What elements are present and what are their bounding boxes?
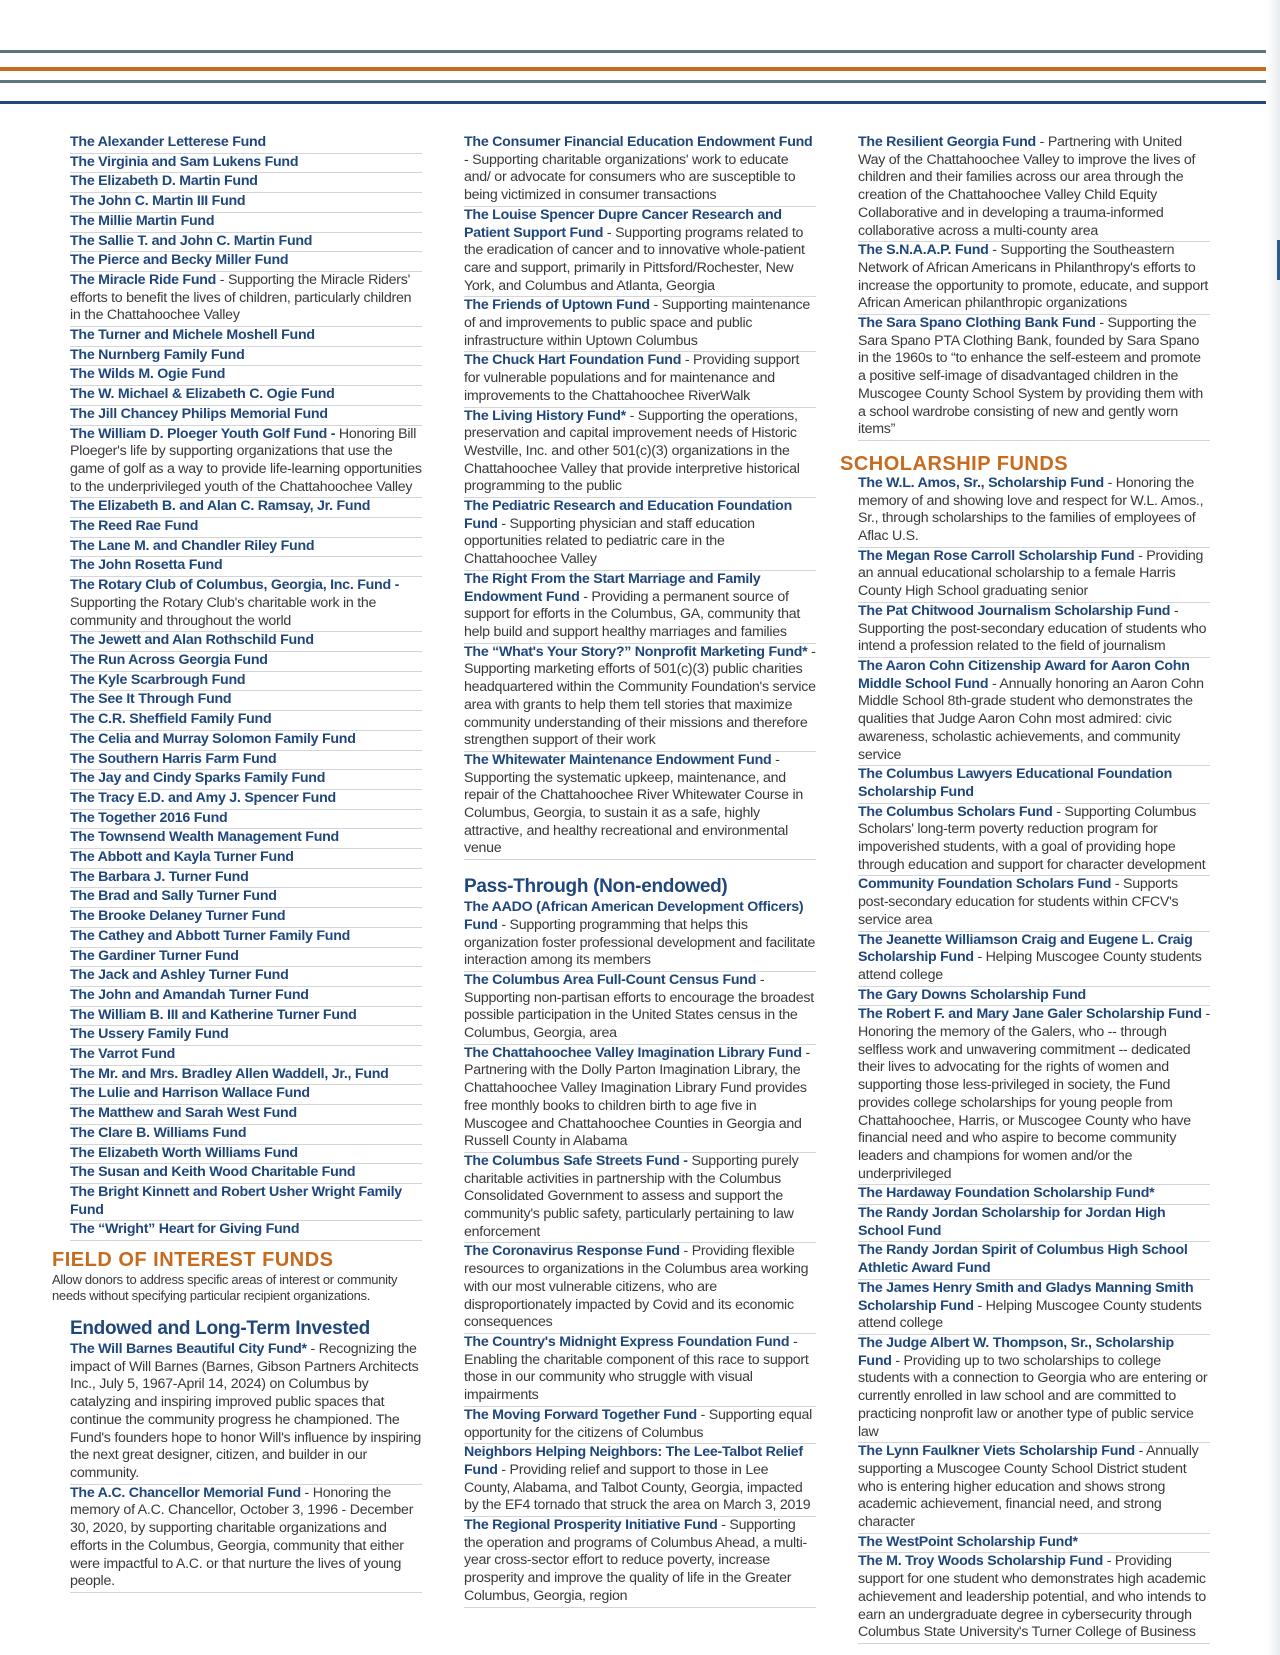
- fund-name: The John C. Martin III Fund: [70, 193, 246, 210]
- fund-description: - Supporting equal opportunity for the citizens of Columbus: [464, 1406, 813, 1441]
- fund-entry: [70, 1085, 422, 1105]
- fund-name: The Coronavirus Response Fund: [464, 1243, 680, 1260]
- fund-description: - Helping Muscogee County students attend college: [858, 1297, 1202, 1332]
- fund-name: The Lynn Faulkner Viets Scholarship Fund: [858, 1443, 1135, 1460]
- fund-description: - Recognizing the impact of Will Barnes (Barnes, Gibson Partners Architects Inc., July 5, 1967-April 14, 2024) on Columbus by catalyzing and inspiring improved public spaces that continue the community progress he championed. The Fund's founders hope to honor Will's influence by inspiring the next great designer, citizen, and builder in our community.: [70, 1341, 422, 1481]
- fund-name: The Bright Kinnett and Robert Usher Wright Family Fund: [70, 1183, 402, 1218]
- fund-name: The “Wright” Heart for Giving Fund: [70, 1221, 300, 1238]
- fund-entry: [858, 1205, 1210, 1242]
- fund-description: - Partnering with United Way of the Chattahoochee Valley to improve the lives of children and their families across our area through the creation of the Chattahoochee Valley Child Equity Collaborative and in developing a trauma-informed collaborative across a multi-county area: [858, 134, 1196, 239]
- fund-name: The John Rosetta Fund: [70, 557, 223, 574]
- fund-entry: [70, 948, 422, 968]
- fund-entry: [858, 1553, 1210, 1644]
- fund-description: Supporting the Rotary Club's charitable work in the community and throughout the world: [70, 594, 377, 629]
- fund-entry: [858, 475, 1210, 548]
- fund-entry: [70, 1046, 422, 1066]
- fund-entry: [70, 711, 422, 731]
- fund-entry: [70, 366, 422, 386]
- fund-entry: [464, 134, 816, 207]
- fund-entry: [858, 876, 1210, 931]
- endowed-heading: Endowed and Long-Term Invested: [70, 1318, 370, 1340]
- fund-name: The Randy Jordan Scholarship for Jordan High School Fund: [858, 1205, 1166, 1239]
- fund-entry: [70, 751, 422, 771]
- fund-entry: [70, 829, 422, 849]
- fund-entry: [464, 644, 816, 752]
- fund-name: The Friends of Uptown Fund: [464, 297, 650, 314]
- fund-description: - Supporting non-partisan efforts to encourage the broadest possible participation in the United States census in the Columbus, Georgia, area: [464, 971, 814, 1042]
- fund-entry: [464, 1243, 816, 1334]
- fund-entry: [858, 1242, 1210, 1279]
- fund-entry: [70, 790, 422, 810]
- fund-name: The Judge Albert W. Thompson, Sr., Scholarship Fund: [858, 1335, 1174, 1369]
- fund-entry: [464, 1517, 816, 1608]
- fund-entry: [70, 193, 422, 213]
- fund-entry: [70, 1007, 422, 1027]
- fund-name: The James Henry Smith and Gladys Manning Smith Scholarship Fund: [858, 1279, 1194, 1314]
- fund-name: The Hardaway Foundation Scholarship Fund*: [858, 1185, 1155, 1202]
- fund-entry: [70, 327, 422, 347]
- field-of-interest-description: Allow donors to address specific areas of interest or community needs without specifying particular recipient organizations.: [52, 1272, 398, 1304]
- fund-name: The Miracle Ride Fund: [70, 271, 217, 288]
- fund-name: The Celia and Murray Solomon Family Fund: [70, 730, 356, 747]
- fund-entry: [70, 538, 422, 558]
- fund-name: The Pierce and Becky Miller Fund: [70, 252, 289, 269]
- fund-name: The See It Through Fund: [70, 691, 232, 708]
- fund-name: The AADO (African American Development Officers) Fund: [464, 899, 804, 933]
- fund-entry: [70, 632, 422, 652]
- fund-entry: [464, 1153, 816, 1244]
- fund-name: The Jack and Ashley Turner Fund: [70, 967, 289, 984]
- fund-entry: [464, 1407, 816, 1444]
- fund-name: The William B. III and Katherine Turner Fund: [70, 1006, 357, 1023]
- fund-description: - Supporting physician and staff education opportunities related to pediatric care in the Chattahoochee Valley: [464, 515, 755, 568]
- fund-description: - Supporting Columbus Scholars' long-term poverty reduction program for impoverished students, with a goal of providing hope through education and support for character development: [858, 803, 1206, 873]
- fund-entry: [70, 731, 422, 751]
- fund-name: The Clare B. Williams Fund: [70, 1124, 247, 1141]
- fund-entry: [70, 770, 422, 790]
- fund-entry: [464, 571, 816, 644]
- fund-description: - Providing support for vulnerable populations and for maintenance and improvements to the Chattahoochee RiverWalk: [464, 352, 800, 404]
- fund-name: The Louise Spencer Dupre Cancer Research and Patient Support Fund: [464, 206, 782, 241]
- fund-entry: [70, 347, 422, 367]
- fund-description: - Honoring the memory of and showing love and respect for W.L. Amos., Sr., through scholarships to the families of employees of Aflac U.S.: [858, 474, 1204, 545]
- fund-name: The Wilds M. Ogie Fund: [70, 366, 226, 383]
- fund-name: The WestPoint Scholarship Fund*: [858, 1533, 1078, 1550]
- fund-entry: [464, 899, 816, 972]
- fund-description: Supporting purely charitable activities in partnership with the Columbus Consolidated Government to assess and support the community's public safety, particularly pertaining to law enforcement: [464, 1152, 799, 1240]
- fund-entry: [70, 1125, 422, 1145]
- fund-name: The Columbus Safe Streets Fund -: [464, 1152, 688, 1169]
- fund-entry: [70, 869, 422, 889]
- column-3: [840, 134, 1211, 1644]
- fund-name: The Ussery Family Fund: [70, 1026, 229, 1043]
- fund-description: - Supporting the operation and programs of Columbus Ahead, a multi-year cross-sector effort to reduce poverty, increase prosperity and improve the quality of life in the Greater Columbus, Georgia, region: [464, 1517, 807, 1604]
- fund-name: The Sallie T. and John C. Martin Fund: [70, 232, 313, 249]
- fund-entry: [70, 173, 422, 193]
- stripe-orange: [0, 67, 1280, 71]
- fund-name: Community Foundation Scholars Fund: [858, 876, 1112, 893]
- fund-entry: [70, 252, 422, 272]
- fund-entry: [858, 1185, 1210, 1205]
- fund-entry: [70, 849, 422, 869]
- fund-entry: [70, 810, 422, 830]
- fund-name: The Run Across Georgia Fund: [70, 651, 268, 668]
- fund-entry: [70, 987, 422, 1007]
- fund-entry: [858, 315, 1210, 441]
- fund-description: - Providing a permanent source of support for efforts in the Columbus, GA, community that help build and support healthy marriages and families: [464, 588, 801, 640]
- fund-name: The Chuck Hart Foundation Fund: [464, 352, 682, 369]
- fund-entry: [70, 577, 422, 632]
- fund-description: - Providing an annual educational scholarship to a female Harris County High School graduating senior: [858, 547, 1204, 600]
- fund-name: The Lane M. and Chandler Riley Fund: [70, 537, 315, 554]
- fund-entry: [70, 908, 422, 928]
- fund-description: - Providing support for one student who demonstrates high academic achievement and leadership potential, and who intends to earn an undergraduate degree in cybersecurity through Columbus State University's Turner College of Business: [858, 1553, 1207, 1641]
- fund-name: The Sara Spano Clothing Bank Fund: [858, 315, 1096, 332]
- fund-entry: [70, 1184, 422, 1221]
- fund-name: The Aaron Cohn Citizenship Award for Aaron Cohn Middle School Fund: [858, 657, 1190, 692]
- fund-entry: [464, 752, 816, 860]
- fund-name: The C.R. Sheffield Family Fund: [70, 711, 272, 728]
- fund-name: The Columbus Area Full-Count Census Fund: [464, 971, 757, 988]
- fund-entry: [858, 1280, 1210, 1335]
- fund-description: - Supporting marketing efforts of 501(c)(3) public charities headquartered within the Community Foundation's service area with grants to help them tell stories that maximize community understanding of their missions and therefore strengthen support of their work: [464, 643, 816, 749]
- fund-entry: [70, 498, 422, 518]
- fund-entry: [70, 154, 422, 174]
- fund-name: The Mr. and Mrs. Bradley Allen Waddell, Jr., Fund: [70, 1065, 389, 1082]
- fund-name: The Susan and Keith Wood Charitable Fund: [70, 1164, 356, 1181]
- column-1: [52, 134, 422, 1593]
- fund-description: - Supporting programs related to the eradication of cancer and to innovative whole-patient care and support, primarily in Pittsford/Rochester, New York, and Columbus and Atlanta, Georgia: [464, 224, 805, 294]
- fund-entry: [70, 557, 422, 577]
- fund-name: The Turner and Michele Moshell Fund: [70, 327, 315, 344]
- fund-name: The Gardiner Turner Fund: [70, 947, 239, 964]
- header-stripes: [0, 0, 1280, 110]
- fund-description: - Providing flexible resources to organizations in the Columbus area working with our most vulnerable citizens, who are disproportionately impacted by Covid and its economic consequences: [464, 1243, 809, 1331]
- fund-name: The Tracy E.D. and Amy J. Spencer Fund: [70, 789, 336, 806]
- fund-entry: [70, 1341, 422, 1485]
- fund-entry: [70, 134, 422, 154]
- fund-entry: [464, 207, 816, 298]
- fund-entry: [70, 652, 422, 672]
- fund-description: - Helping Muscogee County students attend college: [858, 949, 1202, 983]
- fund-name: The Consumer Financial Education Endowment Fund: [464, 134, 813, 150]
- fund-entry: [858, 987, 1210, 1007]
- scholarship-heading: SCHOLARSHIP FUNDS: [840, 452, 1069, 475]
- stripe-navy: [0, 101, 1280, 104]
- fund-description: - Supporting the Southeastern Network of African Americans in Philanthropy's efforts to increase the opportunity to promote, educate, and support African American philanthropic organizations: [858, 242, 1209, 312]
- fund-name: The W.L. Amos, Sr., Scholarship Fund: [858, 474, 1104, 491]
- fund-name: The Regional Prosperity Initiative Fund: [464, 1517, 718, 1534]
- fund-name: The Rotary Club of Columbus, Georgia, Inc. Fund -: [70, 577, 400, 594]
- fund-description: - Providing relief and support to those in Lee County, Alabama, and Talbot County, Georgia, impacted by the EF4 tornado that struck the area on March 3, 2019: [464, 1461, 811, 1514]
- fund-entry: [858, 1534, 1210, 1554]
- fund-entry: [464, 1045, 816, 1153]
- fund-name: The Varrot Fund: [70, 1046, 176, 1063]
- fund-description: - Annually supporting a Muscogee County School District student who is entering higher education and shows strong academic achievement, financial need, and strong character: [858, 1443, 1199, 1531]
- fund-description: - Supporting the post-secondary education of students who intend a profession related to the field of journalism: [858, 602, 1207, 655]
- fund-entry: [70, 386, 422, 406]
- fund-name: The Columbus Scholars Fund: [858, 803, 1053, 820]
- fund-name: The Jewett and Alan Rothschild Fund: [70, 632, 314, 649]
- fund-entry: [858, 932, 1210, 987]
- fund-entry: [464, 972, 816, 1045]
- fund-name: The Barbara J. Turner Fund: [70, 868, 249, 885]
- fund-entry: [70, 1485, 422, 1593]
- fund-entry: [858, 766, 1210, 803]
- fund-entry: [858, 658, 1210, 766]
- fund-description: - Enabling the charitable component of this race to support those in our community who struggle with visual impairments: [464, 1334, 809, 1404]
- fund-entry: [70, 518, 422, 538]
- fund-name: The Living History Fund*: [464, 407, 626, 424]
- fund-entry: [858, 134, 1210, 242]
- fund-name: The Chattahoochee Valley Imagination Library Fund: [464, 1044, 802, 1061]
- fund-name: The “What's Your Story?” Nonprofit Marketing Fund*: [464, 643, 808, 660]
- fund-description: - Supporting the operations, preservation and capital improvement needs of Historic Westville, Inc. and other 501(c)(3) organizations in the Chattahoochee Valley that provide interpretive historical programming to the public: [464, 407, 800, 495]
- fund-entry: [70, 1026, 422, 1046]
- fund-description: - Supporting programming that helps this organization foster professional development and facilitate interaction among its members: [464, 916, 816, 969]
- fund-description: - Supporting the systematic upkeep, maintenance, and repair of the Chattahoochee River Whitewater Course in Columbus, Georgia, to sustain it as a safe, highly attractive, and healthy recreational and environmental venue: [464, 751, 803, 857]
- stripe-slate: [0, 50, 1280, 53]
- fund-entry: [70, 1164, 422, 1184]
- fund-name: The Elizabeth D. Martin Fund: [70, 173, 258, 190]
- fund-name: The Brooke Delaney Turner Fund: [70, 908, 286, 925]
- fund-name: The Virginia and Sam Lukens Fund: [70, 153, 299, 170]
- fund-name: The Kyle Scarbrough Fund: [70, 671, 246, 688]
- fund-description: - Honoring the memory of A.C. Chancellor, October 3, 1996 - December 30, 2020, by supporting charitable organizations and efforts in the Columbus, Georgia, community that either were impactful to A.C. or that nurture the lives of young people.: [70, 1484, 414, 1590]
- fund-entry: [70, 213, 422, 233]
- fund-entry: [70, 1145, 422, 1165]
- fund-name: The Lulie and Harrison Wallace Fund: [70, 1085, 310, 1102]
- fund-name: Neighbors Helping Neighbors: The Lee-Talbot Relief Fund: [464, 1444, 803, 1478]
- fund-entry: [858, 1006, 1210, 1185]
- fund-description: - Partnering with the Dolly Parton Imagination Library, the Chattahoochee Valley Imagination Library Fund provides free monthly books to children birth to age five in Muscogee and Chattahoochee Counties in Georgia and Russell County in Alabama: [464, 1044, 810, 1150]
- fund-name: The Robert F. and Mary Jane Galer Scholarship Fund: [858, 1006, 1202, 1023]
- fund-name: The Brad and Sally Turner Fund: [70, 888, 277, 905]
- fund-name: The Pediatric Research and Education Foundation Fund: [464, 498, 793, 532]
- fund-name: The S.N.A.A.P. Fund: [858, 242, 989, 259]
- fund-name: The Jill Chancey Philips Memorial Fund: [70, 405, 328, 422]
- fund-name: The Jay and Cindy Sparks Family Fund: [70, 770, 326, 787]
- fund-name: The Abbott and Kayla Turner Fund: [70, 849, 294, 866]
- fund-name: The M. Troy Woods Scholarship Fund: [858, 1553, 1104, 1570]
- fund-entry: [858, 1443, 1210, 1534]
- pass-through-fund-list: [464, 899, 816, 1607]
- field-of-interest-heading: FIELD OF INTEREST FUNDS: [52, 1249, 334, 1272]
- fund-entry: [464, 1444, 816, 1517]
- endowed-fund-list: [70, 1341, 422, 1593]
- fund-name: The William D. Ploeger Youth Golf Fund -: [70, 425, 336, 442]
- fund-entry: [464, 408, 816, 499]
- fund-entry: [858, 242, 1210, 315]
- fund-name: The Pat Chitwood Journalism Scholarship Fund: [858, 602, 1171, 619]
- fund-entry: [70, 1066, 422, 1086]
- fund-entry: [858, 603, 1210, 658]
- scholarship-fund-list: [858, 475, 1210, 1644]
- stripe-slate-2: [0, 80, 1280, 83]
- fund-name: The Nurnberg Family Fund: [70, 346, 245, 363]
- fund-entry: [70, 233, 422, 253]
- fund-entry: [858, 1335, 1210, 1443]
- fund-name: The Columbus Lawyers Educational Foundation Scholarship Fund: [858, 766, 1173, 800]
- fund-name: The Southern Harris Farm Fund: [70, 750, 277, 767]
- fund-description: - Providing up to two scholarships to college students with a connection to Georgia who are entering or currently enrolled in law school and are committed to practicing nonprofit law or another type of public service law: [858, 1352, 1208, 1440]
- fund-name: The Elizabeth B. and Alan C. Ramsay, Jr. Fund: [70, 498, 371, 515]
- fund-name: The Whitewater Maintenance Endowment Fund: [464, 751, 772, 768]
- fund-name: The W. Michael & Elizabeth C. Ogie Fund: [70, 386, 335, 403]
- fund-description: - Supporting the Sara Spano PTA Clothing Bank, founded by Sara Spano in the 1960s to “to enhance the self-esteem and promote a positive self-image of disadvantaged children in the Muscogee County School System by providing them with a school wardrobe consisting of new and gently worn items”: [858, 315, 1204, 438]
- fund-entry: [464, 498, 816, 571]
- fund-name: The A.C. Chancellor Memorial Fund: [70, 1484, 301, 1501]
- fund-entry: [70, 1221, 422, 1241]
- fund-name: The Right From the Start Marriage and Family Endowment Fund: [464, 570, 761, 605]
- fund-description: - Supporting charitable organizations' work to educate and/ or advocate for consumers who are susceptible to being victimized in consumer transactions: [464, 151, 796, 204]
- fund-entry: [70, 406, 422, 426]
- fund-list-2: [464, 134, 816, 860]
- fund-name: The Resilient Georgia Fund: [858, 134, 1036, 150]
- fund-entry: [70, 928, 422, 948]
- fund-entry: [70, 672, 422, 692]
- fund-name: The Country's Midnight Express Foundation Fund: [464, 1334, 790, 1350]
- fund-name: The Millie Martin Fund: [70, 212, 215, 229]
- fund-description: - Honoring the memory of the Galers, who -- through selfless work and unwavering commitment -- dedicated their lives to advocating for the rights of women and supporting those less-privileged in society, the Fund provides college scholarships for young people from Chattahoochee, Harris, or Muscogee County who have financial need and who aspire to become community leaders and champions for women and/or the underprivileged: [858, 1006, 1211, 1182]
- fund-list-1: [70, 134, 422, 1241]
- fund-name: The Moving Forward Together Fund: [464, 1406, 697, 1423]
- fund-name: The Cathey and Abbott Turner Family Fund: [70, 927, 351, 944]
- fund-entry: [70, 967, 422, 987]
- fund-name: The Matthew and Sarah West Fund: [70, 1105, 297, 1122]
- fund-entry: [464, 352, 816, 407]
- fund-entry: [70, 426, 422, 499]
- fund-entry: [464, 1334, 816, 1407]
- fund-name: The Megan Rose Carroll Scholarship Fund: [858, 547, 1135, 564]
- fund-name: The Will Barnes Beautiful City Fund*: [70, 1341, 307, 1358]
- fund-entry: [70, 272, 422, 327]
- fund-name: The John and Amandah Turner Fund: [70, 986, 309, 1003]
- fund-description: - Annually honoring an Aaron Cohn Middle School 8th-grade student who demonstrates the qualities that Judge Aaron Cohn most admired: civic awareness, scholastic achievements, and community service: [858, 675, 1204, 763]
- fund-list-3: [858, 134, 1210, 441]
- fund-entry: [70, 888, 422, 908]
- pass-through-heading: Pass-Through (Non-endowed): [464, 876, 728, 898]
- fund-description: - Supporting the Miracle Riders' efforts to benefit the lives of children, particularly children in the Chattahoochee Valley: [70, 271, 412, 324]
- fund-name: The Gary Downs Scholarship Fund: [858, 986, 1086, 1003]
- fund-name: The Townsend Wealth Management Fund: [70, 829, 339, 846]
- fund-entry: [70, 1105, 422, 1125]
- fund-entry: [858, 548, 1210, 603]
- fund-entry: [464, 297, 816, 352]
- fund-description: - Supporting maintenance of and improvements to public space and public infrastructure within Uptown Columbus: [464, 297, 810, 349]
- fund-description: - Supports post-secondary education for students within CFCV's service area: [858, 876, 1179, 928]
- fund-name: The Randy Jordan Spirit of Columbus High School Athletic Award Fund: [858, 1242, 1188, 1277]
- fund-name: The Alexander Letterese Fund: [70, 134, 266, 150]
- fund-name: The Jeanette Williamson Craig and Eugene L. Craig Scholarship Fund: [858, 931, 1193, 966]
- fund-name: The Elizabeth Worth Williams Fund: [70, 1144, 298, 1161]
- fund-name: The Reed Rae Fund: [70, 518, 199, 535]
- fund-entry: [858, 804, 1210, 877]
- fund-entry: [70, 691, 422, 711]
- fund-description: Honoring Bill Ploeger's life by supporting organizations that use the game of golf as a way to provide life-learning opportunities to the underprivileged youth of the Chattahoochee Valley: [70, 425, 422, 495]
- fund-name: The Together 2016 Fund: [70, 809, 228, 826]
- column-2: [464, 134, 816, 1608]
